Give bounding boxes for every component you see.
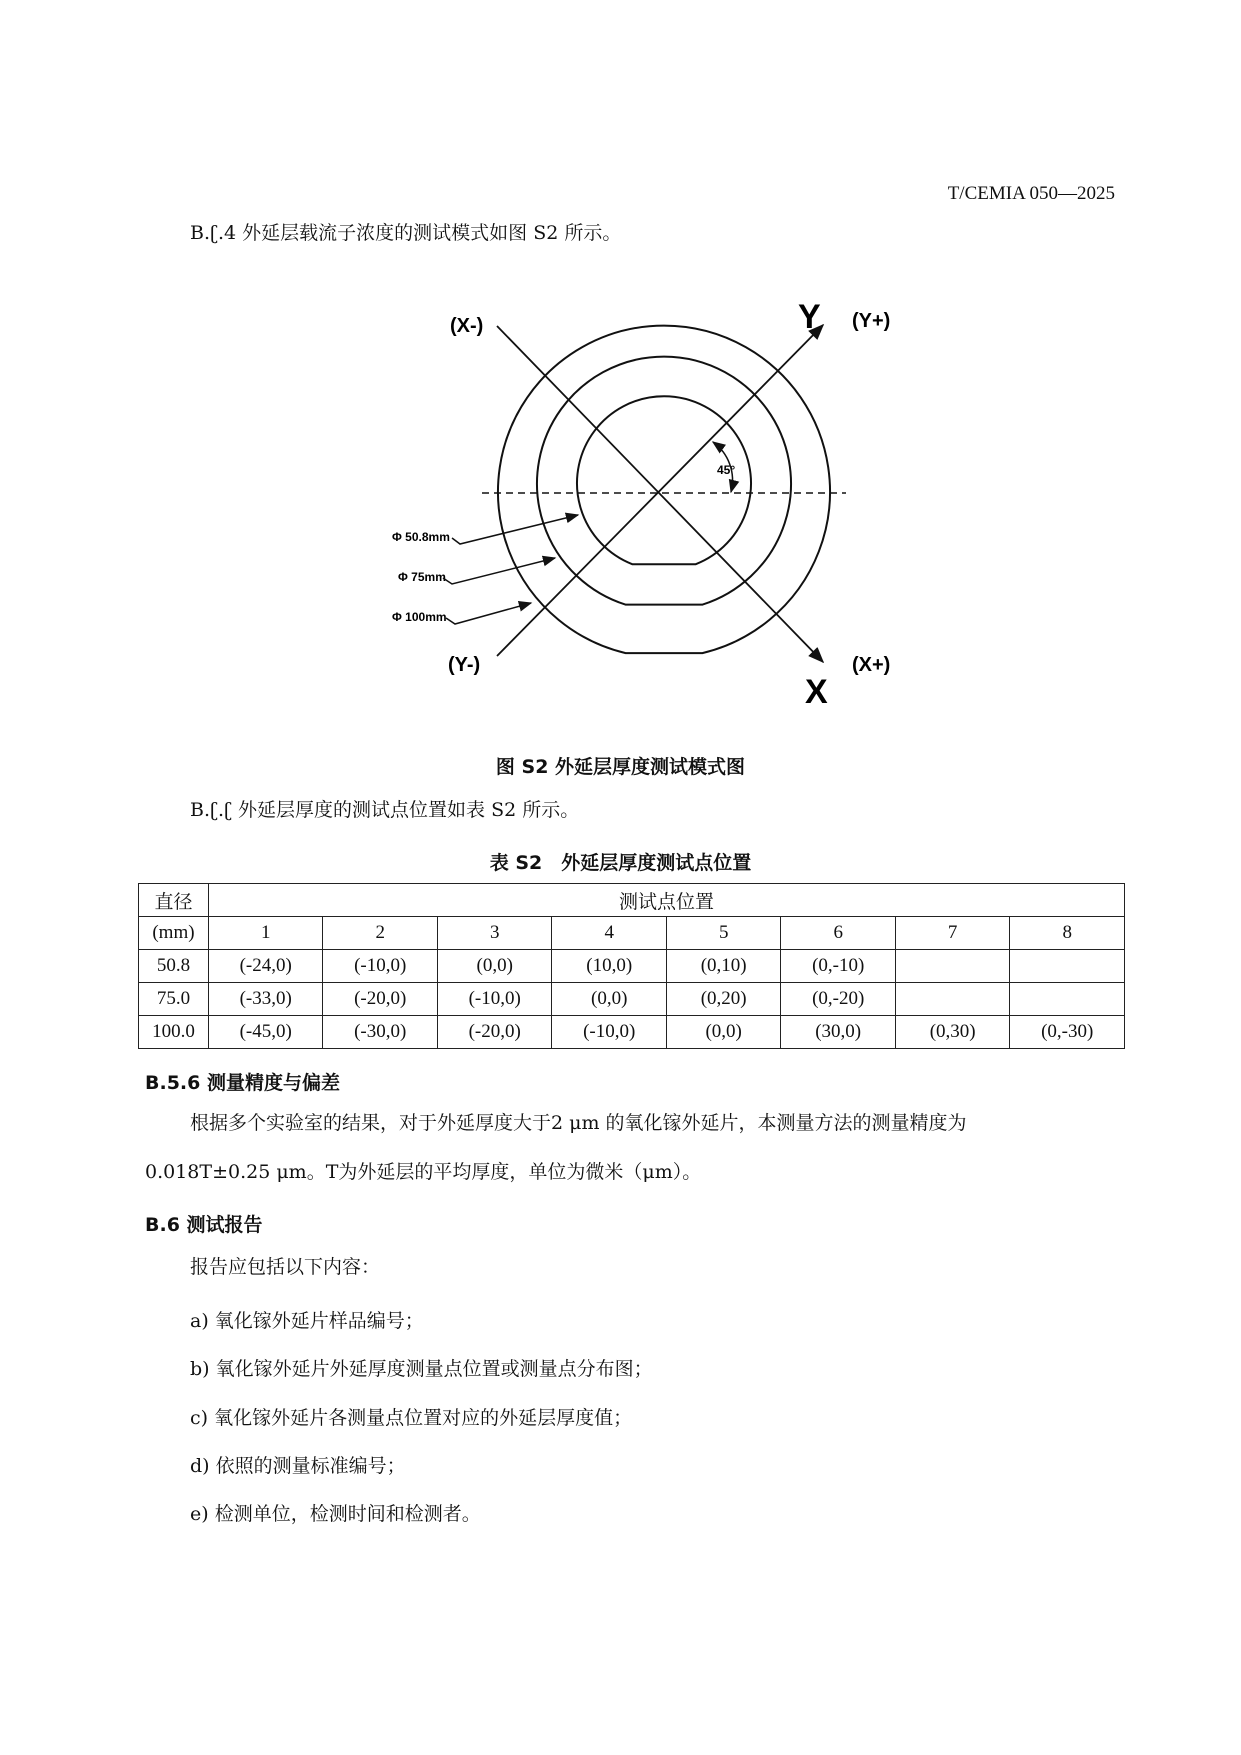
wafer-75mm-outline [537, 357, 791, 605]
table-cell: (-10,0) [323, 950, 438, 983]
list-item: a) 氧化镓外延片样品编号； [190, 1310, 424, 1332]
table-cell: (0,-30) [1010, 1016, 1125, 1049]
column-header: 6 [781, 917, 896, 950]
diameter-100-label: Φ 100mm [392, 610, 447, 624]
table-cell: (-10,0) [437, 983, 552, 1016]
table-header-row [139, 884, 1125, 917]
table-cell [1010, 983, 1125, 1016]
diameter-75-label: Φ 75mm [398, 570, 446, 584]
figure-caption: 图 S2 外延层厚度测试模式图 [495, 756, 746, 778]
table-cell: (30,0) [781, 1016, 896, 1049]
diameter-50-leader [452, 515, 578, 544]
column-header: 4 [552, 917, 667, 950]
list-item: b) 氧化镓外延片外延厚度测量点位置或测量点分布图； [190, 1358, 653, 1380]
table-cell: (0,30) [895, 1016, 1009, 1049]
row-diameter: 50.8 [139, 950, 209, 983]
table-cell: (0,10) [666, 950, 780, 983]
y-minus-label: (Y-) [448, 654, 481, 676]
header-unit: (mm) [139, 917, 209, 950]
section-b56-heading: B.5.6 测量精度与偏差 [145, 1072, 340, 1094]
header-positions: 测试点位置 [208, 884, 1124, 917]
diameter-50-label: Φ 50.8mm [392, 530, 450, 544]
angle-label: 45° [717, 463, 736, 477]
table-cell: (-30,0) [323, 1016, 438, 1049]
row-diameter: 75.0 [139, 983, 209, 1016]
column-header: 1 [208, 917, 323, 950]
document-code: T/CEMIA 050—2025 [947, 183, 1115, 204]
paragraph-b54: B.ʗ.4 外延层载流子浓度的测试模式如图 S2 所示。 [190, 222, 622, 244]
table-title: 表 S2 外延层厚度测试点位置 [489, 852, 752, 874]
table-column-row [139, 917, 1125, 950]
paragraph-b55: B.ʗ.ʗ 外延层厚度的测试点位置如表 S2 所示。 [190, 799, 580, 821]
table-cell: (10,0) [552, 950, 667, 983]
section-b6-heading: B.6 测试报告 [145, 1214, 263, 1236]
table-cell: (0,0) [437, 950, 552, 983]
header-diameter: 直径 [139, 884, 209, 917]
test-points-table [138, 883, 1125, 1049]
table-cell: (-20,0) [437, 1016, 552, 1049]
table-cell: (0,0) [666, 1016, 780, 1049]
column-header: 5 [666, 917, 780, 950]
table-cell [895, 983, 1009, 1016]
table-cell [1010, 950, 1125, 983]
wafer-50mm-outline [577, 396, 751, 564]
b6-intro: 报告应包括以下内容： [190, 1256, 381, 1278]
y-axis-label: Y [798, 298, 821, 336]
column-header: 8 [1010, 917, 1125, 950]
wafer-test-pattern-figure [380, 275, 920, 705]
table-cell: (0,20) [666, 983, 780, 1016]
list-item: e) 检测单位，检测时间和检测者。 [190, 1503, 481, 1525]
table-cell: (-24,0) [208, 950, 323, 983]
table-cell [895, 950, 1009, 983]
table-row [139, 983, 1125, 1016]
list-item: c) 氧化镓外延片各测量点位置对应的外延层厚度值； [190, 1407, 633, 1429]
column-header: 7 [895, 917, 1009, 950]
table-row [139, 1016, 1125, 1049]
diameter-100-leader [446, 603, 531, 624]
list-item: d) 依照的测量标准编号； [190, 1455, 406, 1477]
x-axis-line [497, 326, 823, 662]
x-minus-label: (X-) [450, 315, 484, 337]
x-axis-label: X [805, 673, 828, 705]
diameter-75-leader [443, 558, 555, 584]
table-cell: (0,0) [552, 983, 667, 1016]
table-row [139, 950, 1125, 983]
table-cell: (0,-20) [781, 983, 896, 1016]
column-header: 3 [437, 917, 552, 950]
table-cell: (-33,0) [208, 983, 323, 1016]
b56-paragraph-line1: 根据多个实验室的结果，对于外延厚度大于2 μm 的氧化镓外延片，本测量方法的测量精度为 [190, 1112, 967, 1134]
table-cell: (-20,0) [323, 983, 438, 1016]
b56-paragraph-line2: 0.018T±0.25 μm。T为外延层的平均厚度，单位为微米（μm）。 [145, 1161, 702, 1183]
y-plus-label: (Y+) [852, 310, 891, 332]
row-diameter: 100.0 [139, 1016, 209, 1049]
x-plus-label: (X+) [852, 654, 891, 676]
table-cell: (-45,0) [208, 1016, 323, 1049]
table-cell: (0,-10) [781, 950, 896, 983]
table-cell: (-10,0) [552, 1016, 667, 1049]
column-header: 2 [323, 917, 438, 950]
